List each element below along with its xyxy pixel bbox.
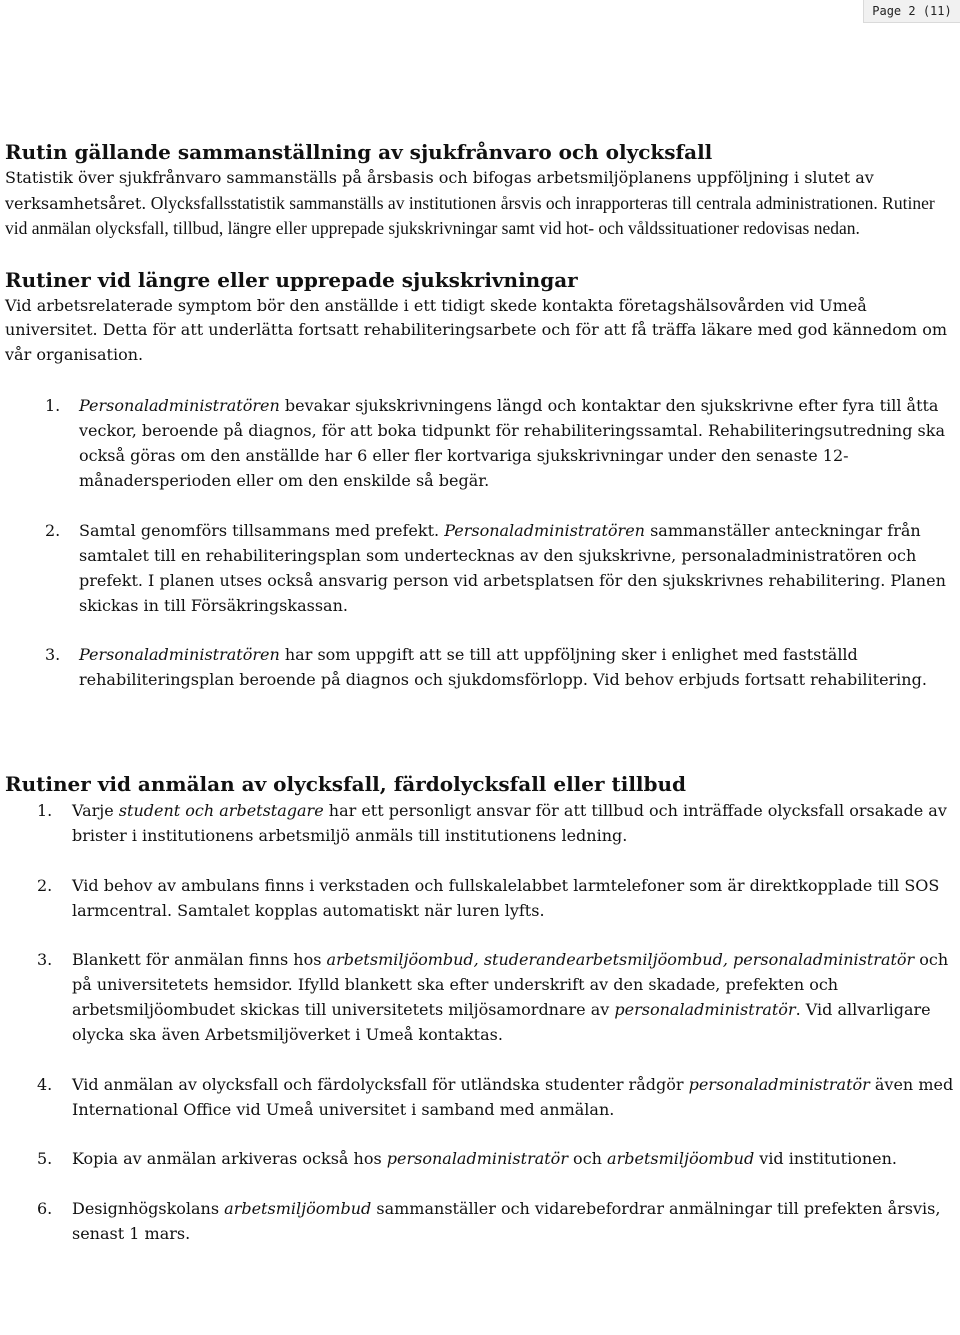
list-item — [5, 1072, 955, 1122]
list-item — [5, 873, 955, 923]
list-item — [5, 1196, 955, 1246]
item-text: även med International Office vid Umeå universitet i samband med anmälan. — [72, 1074, 954, 1119]
list-number: 6. — [37, 1198, 53, 1218]
item-text: sammanställer anteckningar från samtalet till en rehabiliteringsplan som undertecknas av den sjukskrivne, personaladministratören och prefekt. I planen utses också ansvarig person vid arbetsplatsen för den sjukskrivnes rehabilitering. Planen skickas in till Försäkringskassan. — [79, 520, 946, 615]
list-number: 1. — [37, 801, 53, 820]
page-indicator: Page 2 (11) — [863, 0, 960, 23]
item-text: bevakar sjukskrivningens längd och kontaktar den sjukskrivne efter fyra till åtta veckor, beroende på diagnos, för att boka tidpunkt för rehabiliteringssamtal. Rehabiliteringsutredning ska också göras om den anställde har 6 eller fler kortvariga sjukskrivningar under den senaste 12-månadersperioden eller om den enskilde så begär. — [79, 396, 945, 490]
emphasis-text: arbetsmiljöombud — [607, 1149, 755, 1168]
paragraph-statistics — [5, 166, 955, 242]
heading-accident-reporting: Rutiner vid anmälan av olycksfall, färdolycksfall eller tillbud — [5, 772, 687, 796]
list-number: 4. — [37, 1074, 53, 1094]
item-text: Designhögskolans — [72, 1198, 225, 1218]
list-item — [5, 518, 955, 618]
emphasis-text: Personaladministratören — [79, 645, 280, 664]
list-item — [5, 798, 955, 848]
item-text: har som uppgift att se till att uppföljning sker i enlighet med fastställd rehabiliteringsplan beroende på diagnos och sjukdomsförlopp. Vid behov erbjuds fortsatt rehabilitering. — [79, 645, 927, 689]
accident-statistics-sentence: Olycksfallsstatistik sammanställs av institutionen årsvis och inrapporteras till centrala administrationen. — [146, 192, 878, 213]
item-text: Samtal genomförs tillsammans med prefekt. — [79, 520, 445, 540]
item-text: och — [567, 1149, 608, 1168]
statistics-sentence: Statistik över sjukfrånvaro sammanställs på årsbasis och bifogas arbetsmiljöplanens uppföljning i slutet av verksamhetsåret. — [5, 168, 874, 213]
emphasis-text: arbetsmiljöombud, studerandearbetsmiljöombud, personaladministratör — [326, 950, 915, 969]
list-number: 3. — [45, 645, 61, 664]
list-item — [5, 947, 955, 1047]
item-text: Kopia av anmälan arkiveras också hos — [72, 1149, 387, 1168]
emphasis-text: personaladministratör — [386, 1149, 568, 1168]
list-item — [5, 1146, 955, 1171]
item-text: och på universitetets hemsidor. Ifylld blankett ska efter underskrift av den skadade, prefekten och arbetsmiljöombudet skickas till universitetets miljösamordnare av — [72, 950, 949, 1019]
item-text: vid institutionen. — [754, 1149, 898, 1168]
list-number: 1. — [45, 396, 61, 415]
emphasis-text: arbetsmiljöombud — [224, 1198, 372, 1218]
list-item — [5, 642, 955, 692]
sick-leave-steps-list — [5, 393, 955, 692]
item-text: Vid anmälan av olycksfall och färdolycksfall för utländska studenter rådgör — [72, 1074, 689, 1094]
paragraph-occupational-health: Vid arbetsrelaterade symptom bör den anställde i ett tidigt skede kontakta företagshälsovården vid Umeå universitet. Detta för att underlätta fortsatt rehabiliteringsarbete och för att få träffa läkare med god kännedom om vår organisation. — [5, 295, 947, 364]
item-text: Varje — [72, 801, 119, 820]
list-number: 2. — [45, 520, 61, 540]
item-text: Blankett för anmälan finns hos — [72, 950, 327, 969]
item-text: har ett personligt ansvar för att tillbud och inträffade olycksfall orsakade av brister i institutionens arbetsmiljö anmäls till institutionens ledning. — [72, 801, 947, 845]
routines-sentence: Rutiner vid anmälan olycksfall, tillbud, längre eller upprepade sjukskrivningar samt vid hot- och våldssituationer redovisas nedan. — [5, 192, 935, 238]
emphasis-text: personaladministratör — [688, 1074, 870, 1094]
item-text: sammanställer och vidarebefordrar anmälningar till prefekten årsvis, senast 1 mars. — [72, 1198, 941, 1243]
emphasis-text: Personaladministratören — [444, 520, 645, 540]
emphasis-text: student och arbetstagare — [118, 801, 324, 820]
emphasis-text: Personaladministratören — [79, 396, 280, 415]
list-number: 3. — [37, 950, 53, 969]
emphasis-text: personaladministratör — [614, 1000, 796, 1019]
heading-long-sick-leave: Rutiner vid längre eller upprepade sjukskrivningar — [5, 267, 578, 292]
document-body — [5, 138, 955, 1270]
list-item — [5, 393, 955, 493]
heading-sickness-accident-summary: Rutin gällande sammanställning av sjukfrånvaro och olycksfall — [5, 140, 713, 164]
item-text: Vid behov av ambulans finns i verkstaden och fullskalelabbet larmtelefoner som är direktkopplade till SOS larmcentral. Samtalet kopplas automatiskt när luren lyfts. — [72, 875, 940, 920]
accident-reporting-list — [5, 798, 955, 1246]
list-number: 5. — [37, 1149, 53, 1168]
list-number: 2. — [37, 875, 53, 895]
item-text: . Vid allvarligare olycka ska även Arbetsmiljöverket i Umeå kontaktas. — [72, 1000, 931, 1044]
